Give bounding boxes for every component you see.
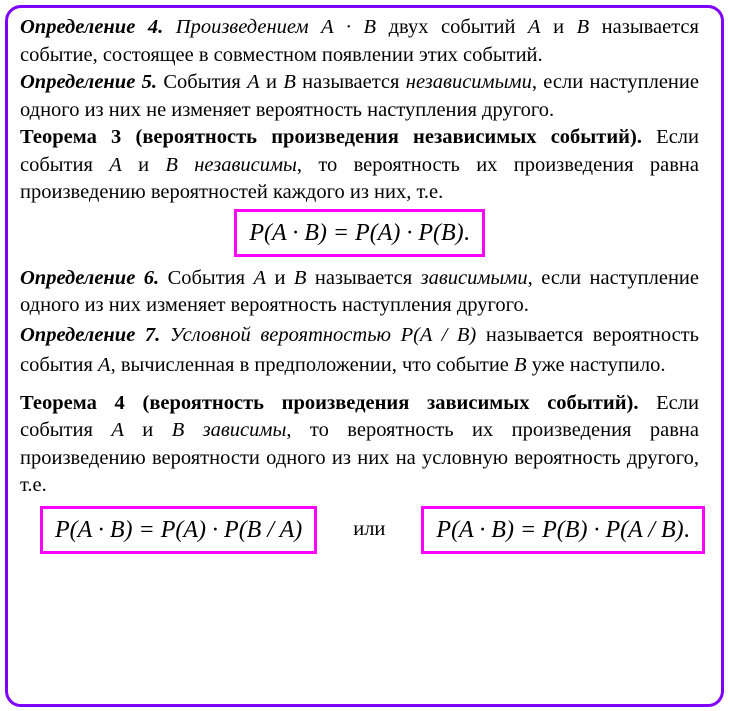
text-segment: , то вероятность их произведения равна произведению вероятности одного из них на условную вероятность другого, т.е.: [20, 419, 699, 496]
text-segment: зависимыми: [420, 266, 528, 289]
or-label: или: [353, 517, 386, 540]
definition-4: [20, 14, 699, 69]
text-segment: и: [266, 266, 294, 289]
text-segment: и: [123, 419, 172, 441]
theorem-4-formula-b: P(A · B) = P(B) · P(A / B).: [421, 506, 704, 554]
text-segment: , если наступление одного из них изменяет вероятность наступления другого.: [20, 266, 699, 316]
text-segment: Если события: [20, 126, 700, 176]
text-segment: , вычисленная в предположении, что событие: [110, 353, 515, 376]
text-segment: называется вероятность события: [20, 323, 699, 376]
text-segment: и: [540, 16, 577, 38]
definition-5: [20, 69, 699, 124]
text-segment: Определение 4.: [20, 16, 164, 38]
text-segment: уже наступило.: [526, 353, 666, 376]
text-segment: События: [157, 71, 248, 93]
text-segment: A: [528, 16, 541, 38]
text-segment: P(A / B): [400, 323, 486, 346]
text-segment: A: [109, 153, 122, 176]
text-segment: Определение 5.: [20, 71, 158, 93]
theorem-4-formula-a: P(A · B) = P(A) · P(B / A): [40, 506, 317, 554]
text-segment: B: [576, 16, 590, 38]
text-segment: называется: [306, 266, 421, 289]
theorem-3-formula-row: [20, 209, 699, 257]
text-segment: Теорема 3 (вероятность произведения независимых событий).: [20, 126, 642, 148]
text-segment: B: [165, 153, 178, 176]
text-segment: Условной вероятностью: [160, 323, 401, 346]
text-segment: двух событий: [376, 16, 529, 38]
text-segment: B: [293, 266, 307, 289]
text-segment: называется событие, состоящее в совместном появлении этих событий.: [20, 16, 699, 66]
text-segment: A: [111, 419, 124, 441]
text-segment: и: [259, 71, 284, 93]
text-segment: B: [171, 419, 185, 441]
text-segment: A: [253, 266, 267, 289]
definition-7: [20, 320, 699, 380]
text-segment: B: [514, 353, 527, 376]
theorem-3: [20, 124, 699, 207]
text-segment: Определение 7.: [20, 323, 161, 346]
text-segment: Теорема 4 (вероятность произведения зависимых событий).: [20, 391, 639, 414]
text-segment: и: [121, 153, 166, 176]
text-segment: B: [283, 71, 296, 93]
text-segment: , то вероятность их произведения равна произведению вероятностей каждого из них, т.е.: [20, 153, 699, 203]
text-segment: называется: [295, 71, 406, 93]
text-segment: Произведением A · B: [163, 16, 377, 38]
theorem-4-formula-row: [20, 506, 699, 554]
theorem-4: [20, 390, 699, 500]
text-segment: , если наступление одного из них не изменяет вероятность наступления другого.: [20, 71, 699, 121]
text-segment: независимы: [177, 153, 297, 176]
text-segment: зависимы: [184, 419, 287, 441]
text-segment: Если события: [20, 391, 699, 441]
text-segment: A: [98, 353, 111, 376]
text-segment: независимыми: [405, 71, 532, 93]
text-segment: Определение 6.: [20, 266, 160, 289]
document-content: [20, 14, 699, 554]
theorem-3-formula: P(A · B) = P(A) · P(B).: [234, 209, 484, 257]
definition-6: [20, 265, 699, 320]
text-segment: A: [247, 71, 260, 93]
text-segment: События: [159, 266, 254, 289]
